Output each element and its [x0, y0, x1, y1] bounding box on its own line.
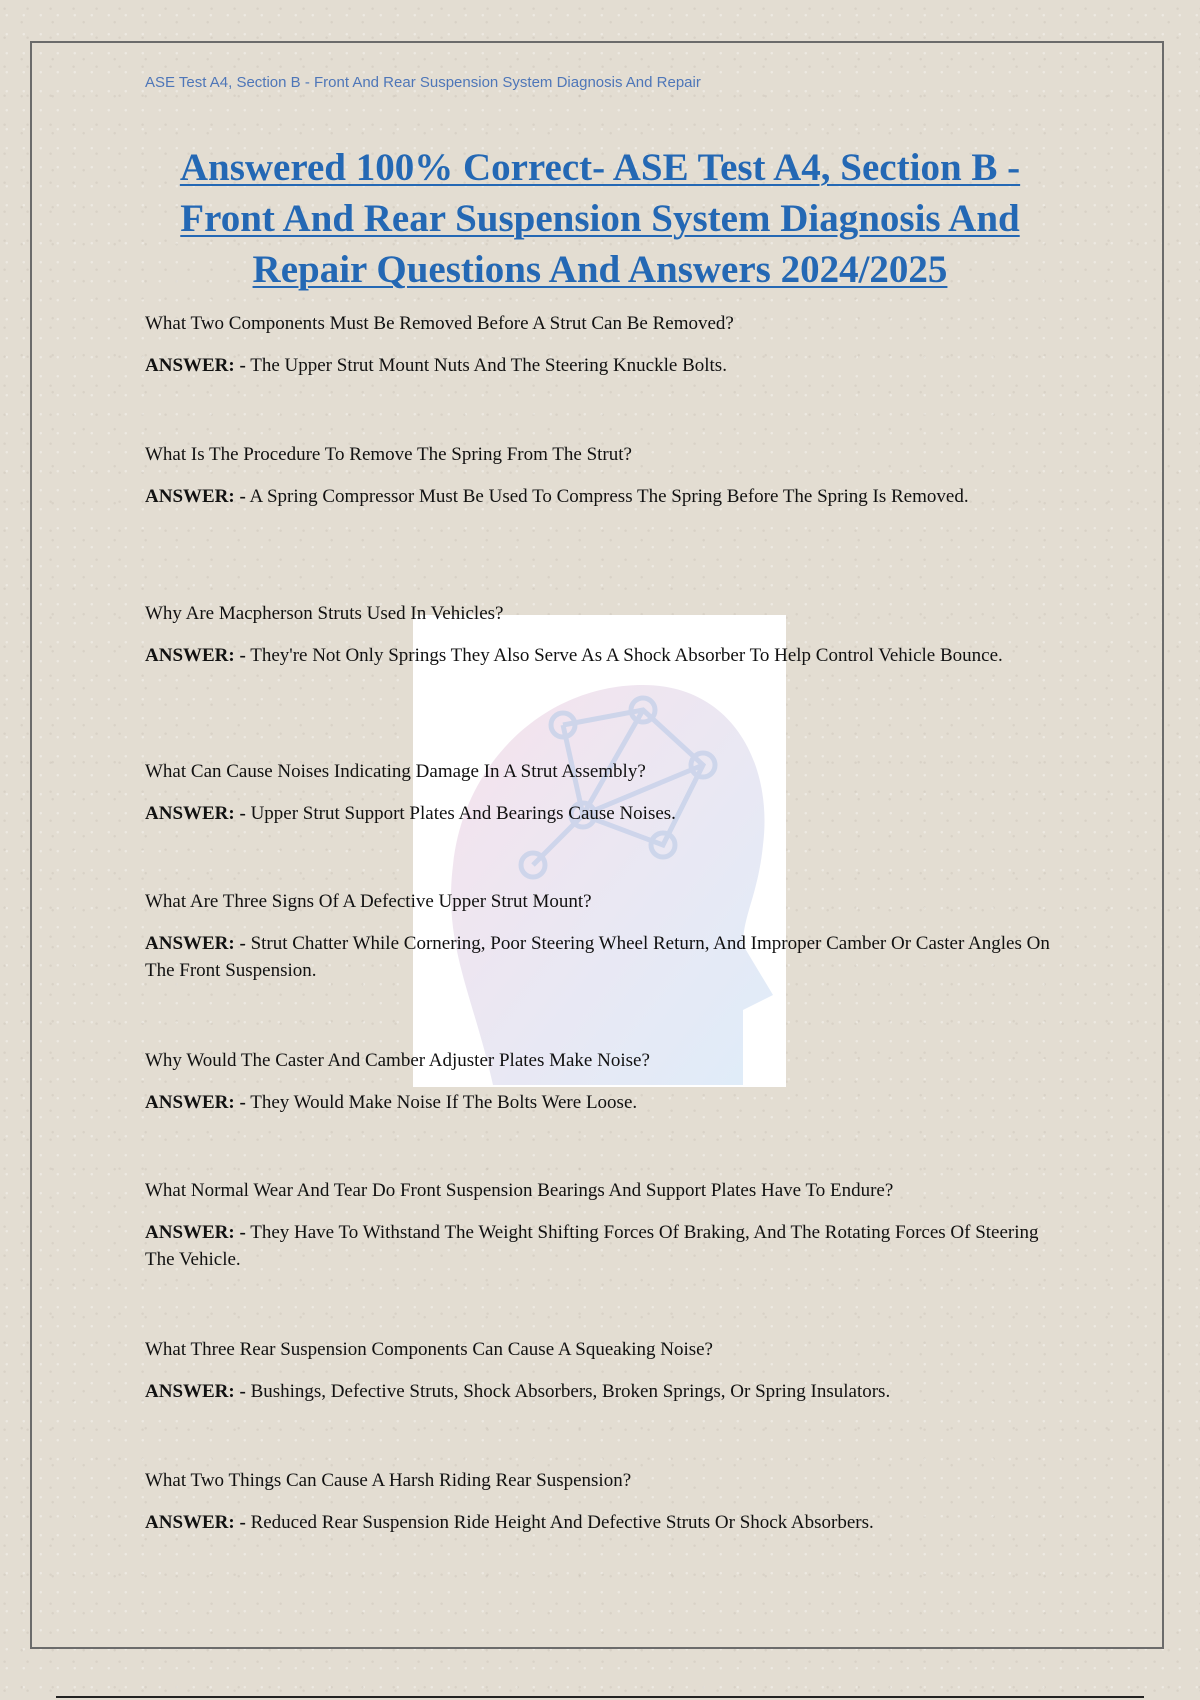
- answer-text: They're Not Only Springs They Also Serve As A Shock Absorber To Help Control Vehicle Bounce.: [250, 645, 1003, 666]
- answer-text: Bushings, Defective Struts, Shock Absorbers, Broken Springs, Or Spring Insulators.: [250, 1381, 891, 1402]
- footer-rule: [56, 1696, 1144, 1698]
- qa-item: [145, 758, 1055, 827]
- qa-item: [145, 600, 1055, 669]
- answer-text: A Spring Compressor Must Be Used To Compress The Spring Before The Spring Is Removed.: [249, 486, 969, 507]
- answer-label: ANSWER: -: [145, 1092, 246, 1113]
- answer-label: ANSWER: -: [145, 355, 246, 376]
- answer: [145, 1509, 1055, 1536]
- answer-text: Reduced Rear Suspension Ride Height And Defective Struts Or Shock Absorbers.: [250, 1512, 874, 1533]
- answer-label: ANSWER: -: [145, 1381, 246, 1402]
- question: What Two Things Can Cause A Harsh Riding Rear Suspension?: [145, 1470, 632, 1491]
- qa-item: [145, 441, 1055, 510]
- qa-item: [145, 888, 1055, 984]
- watermark-graphic: [413, 615, 786, 1087]
- question: What Is The Procedure To Remove The Spring From The Strut?: [145, 444, 632, 465]
- qa-item: [145, 1467, 1055, 1536]
- answer-label: ANSWER: -: [145, 486, 246, 507]
- document-title: Answered 100% Correct- ASE Test A4, Section B - Front And Rear Suspension System Diagnosis And Repair Questions And Answers 2024/2025: [179, 146, 1021, 291]
- answer-text: Strut Chatter While Cornering, Poor Steering Wheel Return, And Improper Camber Or Caster Angles On The Front Suspension.: [145, 933, 1050, 981]
- answer: [145, 483, 1055, 510]
- answer: [145, 642, 1055, 669]
- qa-item: [145, 310, 1055, 379]
- question: What Can Cause Noises Indicating Damage In A Strut Assembly?: [145, 761, 646, 782]
- qa-item: [145, 1336, 1055, 1405]
- question: What Normal Wear And Tear Do Front Suspension Bearings And Support Plates Have To Endure?: [145, 1180, 894, 1201]
- answer-label: ANSWER: -: [145, 1512, 246, 1533]
- question: What Are Three Signs Of A Defective Upper Strut Mount?: [145, 891, 592, 912]
- qa-item: [145, 1177, 1055, 1273]
- answer: [145, 1378, 1055, 1405]
- answer-text: Upper Strut Support Plates And Bearings Cause Noises.: [250, 803, 676, 824]
- answer: [145, 352, 1055, 379]
- answer: [145, 800, 1055, 827]
- question: What Three Rear Suspension Components Can Cause A Squeaking Noise?: [145, 1339, 713, 1360]
- answer: [145, 1219, 1055, 1273]
- watermark-logo: [413, 615, 786, 1087]
- running-header: ASE Test A4, Section B - Front And Rear Suspension System Diagnosis And Repair: [145, 74, 701, 91]
- answer-label: ANSWER: -: [145, 645, 246, 666]
- answer-label: ANSWER: -: [145, 933, 246, 954]
- question: What Two Components Must Be Removed Before A Strut Can Be Removed?: [145, 313, 734, 334]
- answer-text: They Have To Withstand The Weight Shifting Forces Of Braking, And The Rotating Forces Of Steering The Vehicle.: [145, 1222, 1039, 1270]
- answer-label: ANSWER: -: [145, 1222, 246, 1243]
- answer: [145, 930, 1055, 984]
- answer-text: They Would Make Noise If The Bolts Were Loose.: [250, 1092, 638, 1113]
- answer-text: The Upper Strut Mount Nuts And The Steering Knuckle Bolts.: [250, 355, 727, 376]
- answer-label: ANSWER: -: [145, 803, 246, 824]
- qa-item: [145, 1047, 1055, 1116]
- question: Why Are Macpherson Struts Used In Vehicles?: [145, 603, 504, 624]
- answer: [145, 1089, 1055, 1116]
- question: Why Would The Caster And Camber Adjuster Plates Make Noise?: [145, 1050, 650, 1071]
